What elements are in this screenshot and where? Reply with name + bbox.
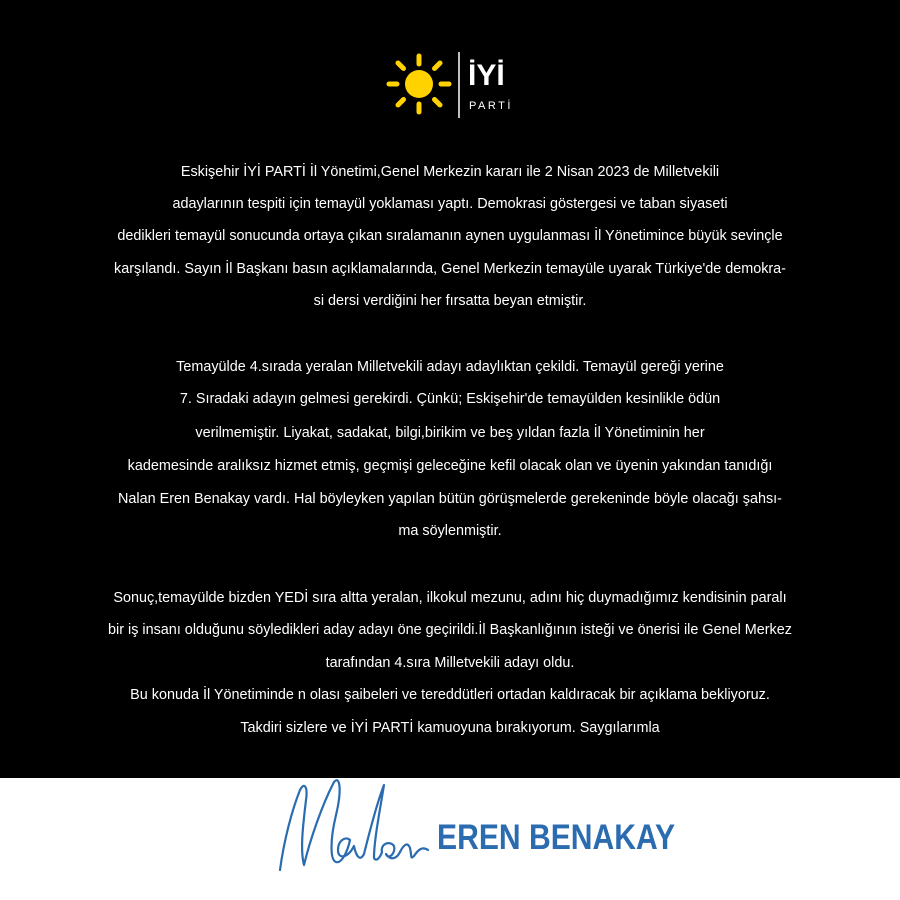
letter-line: Eskişehir İYİ PARTİ İl Yönetimi,Genel Merkezin kararı ile 2 Nisan 2023 de Milletvekili xyxy=(180,164,720,180)
sun-icon xyxy=(384,48,534,120)
letter-line: dedikleri temayül sonucunda ortaya çıkan sıralamanın aynen uygulanması İl Yönetimince büyük sevinçle xyxy=(117,228,783,244)
letter-line: adaylarının tespiti için temayül yoklaması yaptı. Demokrasi göstergesi ve taban siyaseti xyxy=(172,196,728,212)
letter-line: kademesinde aralıksız hizmet etmiş, geçmişi geleceğine kefil olacak olan ve üyenin yakından tanıdığı xyxy=(127,458,773,474)
letter-line: Temayülde 4.sırada yeralan Milletvekili adayı adaylıktan çekildi. Temayül gereği yerine xyxy=(176,359,724,375)
letter-line: ma söylenmiştir. xyxy=(398,523,502,539)
signature-printed-name: EREN BENAKAY xyxy=(437,818,676,857)
brand-bottom-text: PARTİ xyxy=(469,100,513,112)
letter-line: Nalan Eren Benakay vardı. Hal böyleyken yapılan bütün görüşmelerde gerekeninde böyle olacağı şahsı- xyxy=(118,491,782,507)
iyi-parti-logo xyxy=(384,48,534,120)
letter-line: si dersi verdiğini her fırsatta beyan etmiştir. xyxy=(313,293,587,309)
brand-top-text: İYİ xyxy=(468,59,505,92)
letter-line: 7. Sıradaki adayın gelmesi gerekirdi. Çünkü; Eskişehir'de temayülden kesinlikle ödün xyxy=(179,391,721,407)
letter-line: Takdiri sizlere ve İYİ PARTİ kamuoyuna bırakıyorum. Saygılarımla xyxy=(240,720,660,736)
letter-line: karşılandı. Sayın İl Başkanı basın açıklamalarında, Genel Merkezin temayüle uyarak Türkiye'de demokra- xyxy=(114,261,786,277)
letter-line: Sonuç,temayülde bizden YEDİ sıra altta yeralan, ilkokul mezunu, adını hiç duymadığımız kendisinin paralı xyxy=(113,590,787,606)
handwritten-signature xyxy=(270,770,450,885)
letter-line: bir iş insanı olduğunu söyledikleri aday adayı öne geçirildi.İl Başkanlığının isteği ve önerisi ile Genel Merkez xyxy=(108,622,792,638)
letter-line: Bu konuda İl Yönetiminde n olası şaibeleri ve tereddütleri ortadan kaldıracak bir açıklama bekliyoruz. xyxy=(130,687,770,703)
letter-line: tarafından 4.sıra Milletvekili adayı oldu. xyxy=(325,655,575,671)
letter-line: verilmemiştir. Liyakat, sadakat, bilgi,birikim ve beş yıldan fazla İl Yönetiminin her xyxy=(195,425,705,441)
